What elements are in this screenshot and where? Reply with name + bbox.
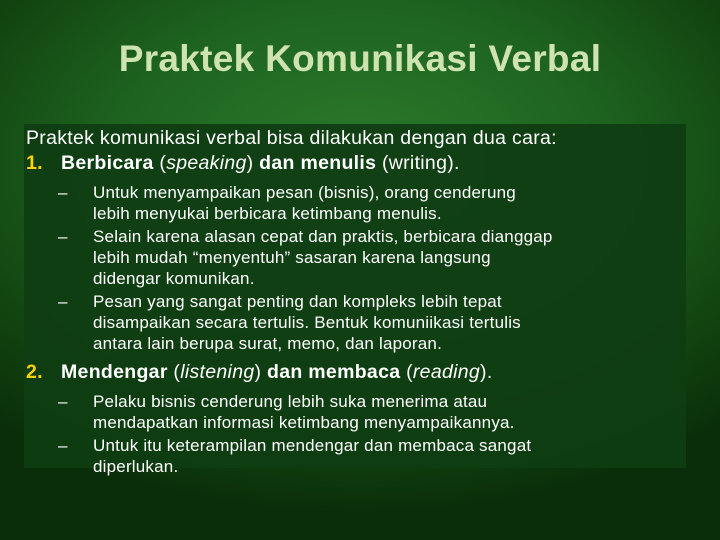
item-number: 2. — [26, 361, 43, 383]
subpoint-text: Pelaku bisnis cenderung lebih suka menerima atau mendapatkan informasi ketimbang menyampaikannya. — [93, 392, 515, 432]
slide-title: Praktek Komunikasi Verbal — [118, 38, 602, 79]
item-bold-text: dan menulis — [259, 152, 377, 174]
content-body — [26, 126, 696, 483]
item-text: (writing). — [376, 152, 460, 174]
item-italic-text: speaking — [166, 152, 247, 174]
dash-bullet: – — [58, 392, 68, 411]
item-heading — [61, 360, 696, 385]
item-text: ) — [246, 152, 260, 174]
dash-bullet: – — [58, 227, 68, 246]
subpoint — [26, 291, 696, 354]
item-text: ) — [254, 361, 267, 383]
subpoint — [26, 182, 696, 224]
item-bold-text: dan membaca — [267, 361, 401, 383]
subpoint-list-2 — [26, 391, 696, 477]
dash-bullet: – — [58, 292, 68, 311]
item-text: ( — [167, 361, 181, 383]
item-text: ( — [400, 361, 413, 383]
subpoint — [26, 391, 696, 433]
subpoint — [26, 435, 696, 477]
subpoint-text: Untuk menyampaikan pesan (bisnis), orang cenderung lebih menyukai berbicara ketimbang menulis. — [93, 183, 516, 223]
dash-bullet: – — [58, 183, 68, 202]
item-italic-text: listening — [180, 361, 255, 383]
numbered-item-1 — [26, 151, 696, 176]
item-bold-text: Berbicara — [61, 152, 154, 174]
subpoint-list-1 — [26, 182, 696, 354]
subpoint-text: Pesan yang sangat penting dan kompleks lebih tepat disampaikan secara tertulis. Bentuk komuniikasi tertulis antara lain berupa surat, memo, dan laporan. — [93, 292, 521, 353]
intro-text: Praktek komunikasi verbal bisa dilakukan dengan dua cara: — [26, 127, 557, 149]
subpoint-text: Untuk itu keterampilan mendengar dan membaca sangat diperlukan. — [93, 436, 532, 476]
subpoint-text: Selain karena alasan cepat dan praktis, berbicara dianggap lebih mudah “menyentuh” sasaran karena langsung didengar komunikan. — [93, 227, 553, 288]
item-text: ). — [480, 361, 493, 383]
item-text: ( — [153, 152, 167, 174]
item-italic-text: reading — [412, 361, 481, 383]
item-bold-text: Mendengar — [61, 361, 168, 383]
item-number: 1. — [26, 152, 43, 174]
item-heading — [61, 151, 696, 176]
numbered-item-2 — [26, 360, 696, 385]
dash-bullet: – — [58, 436, 68, 455]
subpoint — [26, 226, 696, 289]
